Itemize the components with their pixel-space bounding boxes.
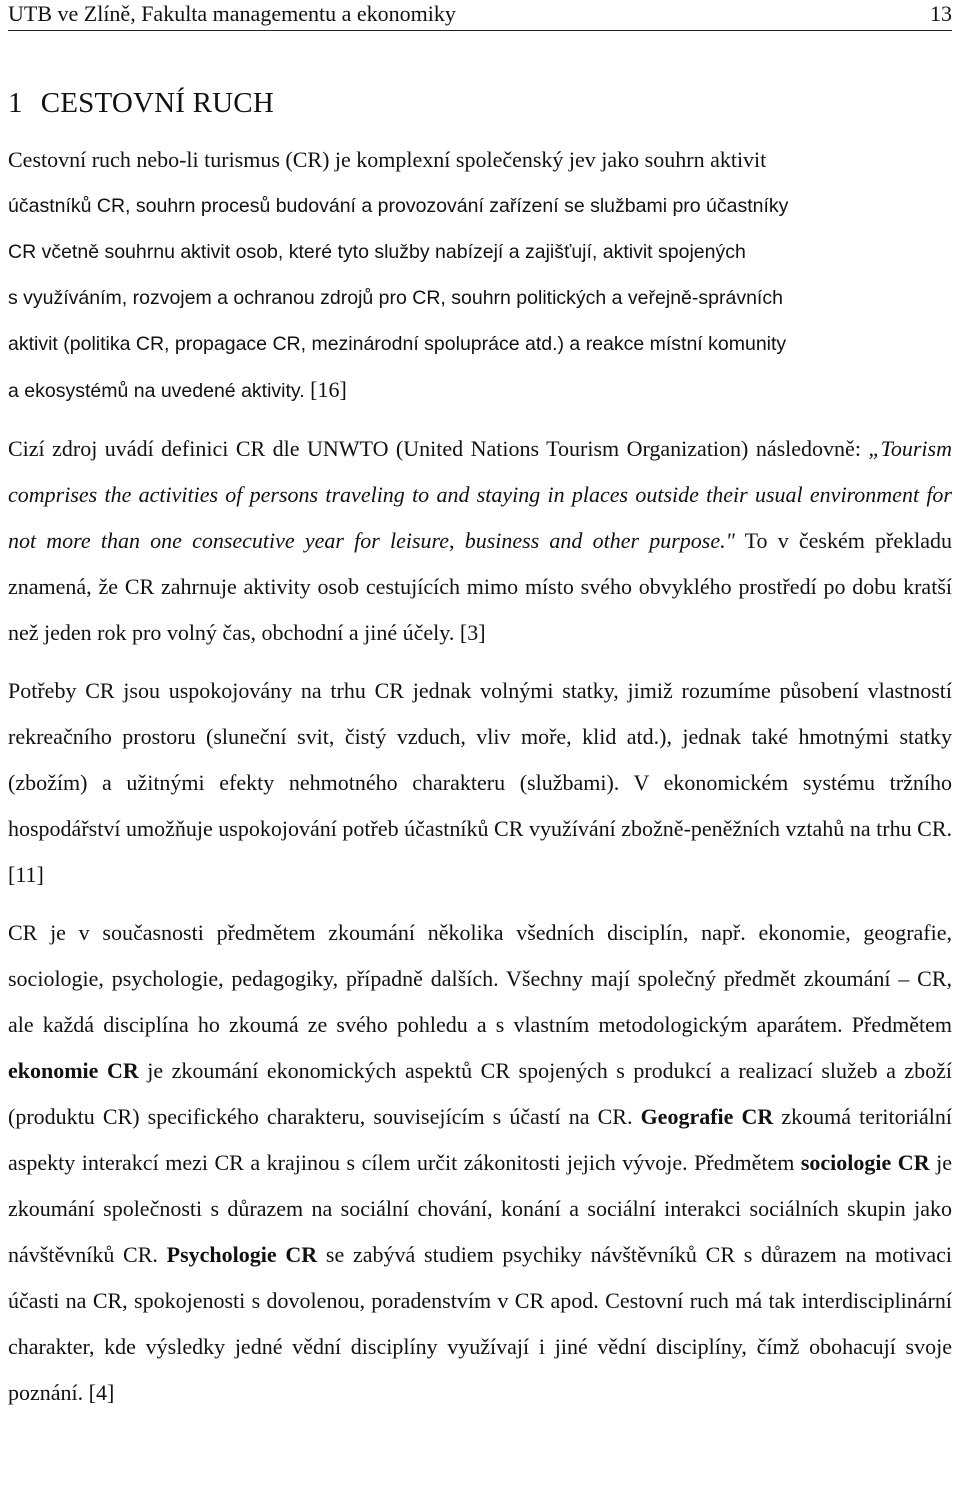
paragraph-text: To v českém překladu znamená, že CR zahrnuje aktivity osob cestujících mimo místo svého obvyklého prostředí po dobu kratší než jeden rok pro volný čas, obchodní a jiné účely.	[8, 528, 952, 645]
paragraph-text: CR je v současnosti předmětem zkoumání několika všedních disciplín, např. ekonomie, geografie, sociologie, psychologie, pedagogiky, případně dalších. Všechny mají společný předmět zkoumání – CR, ale každá disciplína ho zkoumá ze svého pohledu a s vlastním metodologickým aparátem. Předmětem	[8, 920, 952, 1037]
paragraph-line: aktivit (politika CR, propagace CR, mezinárodní spolupráce atd.) a reakce místní komunity	[8, 333, 787, 355]
paragraph-text: se zabývá studiem psychiky návštěvníků CR s důrazem na motivaci účasti na CR, spokojenosti s dovolenou, poradenstvím v CR apod. Cestovní ruch má tak interdisciplinární charakter, kde výsledky jedné vědní disciplíny využívají i jiné vědní disciplíny, čímž obohacují svoje poznání.	[8, 1242, 953, 1405]
paragraph-text: je zkoumání společnosti s důrazem na sociální chování, konání a sociální interakci sociálních skupin jako návštěvníků CR.	[8, 1150, 952, 1267]
citation: [4]	[88, 1380, 115, 1405]
paragraph-line-last	[8, 367, 952, 414]
bold-term-geography: Geografie CR	[640, 1104, 774, 1129]
paragraph-definition	[8, 137, 952, 414]
header-title: UTB ve Zlíně, Fakulta managementu a ekonomiky	[8, 1, 456, 26]
quote-open: „	[868, 436, 881, 461]
page-number: 13	[930, 1, 952, 26]
unwto-quote: Tourism comprises the activities of persons traveling to and staying in places outside their usual environment for not more than one consecutive year for leisure, business and other purpose.	[8, 436, 952, 553]
citation: [3]	[459, 620, 486, 645]
paragraph-line: Cestovní ruch nebo-li turismus (CR) je komplexní společenský jev jako souhrn aktivit	[8, 147, 767, 172]
chapter-heading	[8, 83, 952, 123]
bold-term-sociology: sociologie CR	[800, 1150, 930, 1175]
paragraph-needs	[8, 668, 952, 898]
document-page	[8, 0, 952, 1416]
paragraph-text: zkoumá teritoriální aspekty interakcí mezi CR a krajinou s cílem určit zákonitosti jejich vývoje. Předmětem	[8, 1104, 952, 1175]
paragraph-line: CR včetně souhrnu aktivit osob, které tyto služby nabízejí a zajišťují, aktivit spojených	[8, 241, 746, 263]
paragraph-text: je zkoumání ekonomických aspektů CR spojených s produkcí a realizací služeb a zboží (produktu CR) specifického charakteru, souvisejícím s účastí na CR.	[8, 1058, 952, 1129]
citation: [11]	[8, 862, 44, 887]
running-header	[8, 2, 952, 31]
paragraph-text: a ekosystémů na uvedené aktivity.	[8, 380, 305, 402]
bold-term-economics: ekonomie CR	[8, 1058, 139, 1083]
paragraph-disciplines	[8, 910, 952, 1416]
paragraph-unwto	[8, 426, 952, 656]
chapter-number: 1	[8, 87, 23, 119]
paragraph-text: Cizí zdroj uvádí definici CR dle UNWTO (United Nations Tourism Organization) následovně:	[8, 436, 869, 461]
paragraph-line: s využíváním, rozvojem a ochranou zdrojů pro CR, souhrn politických a veřejně-správních	[8, 287, 783, 309]
bold-term-psychology: Psychologie CR	[166, 1242, 318, 1267]
chapter-title: CESTOVNÍ RUCH	[40, 87, 274, 119]
quote-close: "	[725, 528, 735, 553]
citation: [16]	[310, 377, 347, 402]
paragraph-line: účastníků CR, souhrn procesů budování a provozování zařízení se službami pro účastníky	[8, 195, 789, 217]
paragraph-text: Potřeby CR jsou uspokojovány na trhu CR jednak volnými statky, jimiž rozumíme působení vlastností rekreačního prostoru (sluneční svit, čistý vzduch, vliv moře, klid atd.), jednak také hmotnými statky (zbožím) a užitnými efekty nehmotného charakteru (službami). V ekonomickém systému tržního hospodářství umožňuje uspokojování potřeb účastníků CR využívání zbožně-peněžních vztahů na trhu CR.	[8, 678, 952, 841]
